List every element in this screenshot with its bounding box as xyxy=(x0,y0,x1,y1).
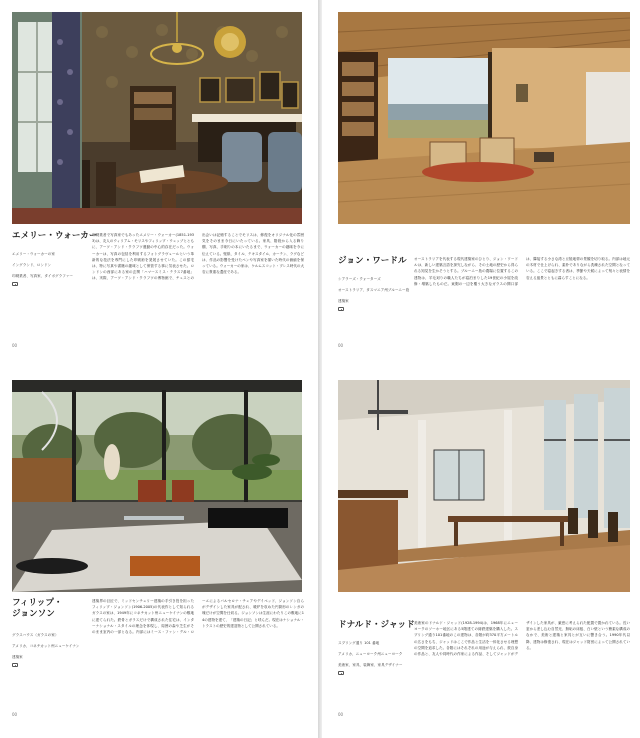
page-number: 00 xyxy=(12,343,18,348)
entry-house-name: スプリング通り 101 番地 xyxy=(338,641,380,645)
entry-title: ドナルド・ジャッド xyxy=(338,620,415,630)
entry-meta xyxy=(12,632,86,669)
photo-emery-walker-interior xyxy=(12,12,302,224)
entry-location: イングランド、ロンドン xyxy=(12,263,52,267)
entry-profession: 美術家、家具、装飾家、家具デザイナー xyxy=(338,663,403,667)
entry-meta xyxy=(12,251,86,288)
entry-title: ジョン・ワードル xyxy=(338,256,407,266)
entry-profession: 建築家 xyxy=(338,299,349,303)
page-number: 00 xyxy=(338,343,344,348)
entry-location: アメリカ、ニューヨーク州ニューヨーク xyxy=(338,652,403,656)
entry-body: オーストラリアを代表する現代建築家のひとり、ジョン・ワードルは、新しい建築言語を探究しながら、その土地の歴史から得られる知見を生かそうとする。ブルーニー島の農場に位置するこの建物は、羊毛刈りの職人たちが寝泊まりした19世紀の小屋を改修・増築したものだ。東側の一辺を覆う大きなガラスの開口部は、隣接する小さな湾と丘陵地帯の景観を切り取る。内部は地元の木材で仕上げられ、素朴でありながら洗練された空間となっている。ここで寝起きする者は、季節や天候によって刻々と表情を変える風景とともに暮らすことになる。 xyxy=(414,257,630,286)
camera-icon xyxy=(338,307,344,311)
page-number: 00 xyxy=(338,712,344,717)
entry-house-name: シアラーズ・クォーターズ xyxy=(338,277,381,281)
entry-title: エメリー・ウォーカー xyxy=(12,231,98,241)
photo-glass-house-interior xyxy=(12,380,302,592)
entry-house-name: エメリー・ウォーカーの家 xyxy=(12,252,55,256)
entry-profession: 建築家 xyxy=(12,655,23,659)
entry-title: フィリップ・ ジョンソン xyxy=(12,598,63,619)
camera-icon xyxy=(12,282,18,286)
entry-meta xyxy=(338,640,410,677)
photo-spring-street-interior xyxy=(338,380,630,592)
left-page xyxy=(0,0,318,738)
entry-location: アメリカ、コネチカット州ニューケイナン xyxy=(12,644,80,648)
page-number: 00 xyxy=(12,712,18,717)
photo-shearers-quarters-interior xyxy=(338,12,630,224)
entry-house-name: グラスハウス〈ガラスの家〉 xyxy=(12,633,59,637)
entry-location: オーストラリア、タスマニア州ブルーニー島 xyxy=(338,288,410,292)
entry-body: 建築界の巨匠で、ミッドセンチュリー建築の手引き役を担ったフィリップ・ジョンソン(1906-2005)の代表作として知られるガラスの家は、1949年にコネチカット州ニューケイナンの敷地に建てられた。鉄骨とガラスだけで構成された住宅は、インターナショナル・スタイルの理念を体現し、周囲の森や芝生がそのまま室内の一部となる。内部にはミース・ファン・デル・ローエによるバルセロナ・チェアやデイベッド、ジョンソン自らがデザインした家具が配され、暖炉を収めた円筒形のレンガの塊だけが空間を仕切る。ジョンソンは生涯にわたりこの敷地に14の建物を建て、「建築の日記」と呼んだ。現在はナショナル・トラストの歴史的建造物として公開されている。 xyxy=(92,599,304,635)
entry-body: 印刷業者で写真家でもあったエメリー・ウォーカー(1851-1933)は、友人のウィリアム・モリスやフィリップ・ウェッブとともに、アーツ・アンド・クラフツ運動の中心的存在だった。ウォーカーは、写真の包括を利用するフォトグラヴュールという革新的な技法を専門にした印刷術を発展させていた。この邸宅は、特に写真や書籍の趣味として保管する事に気表させた。ロンドンの西部にある家の玄関「ハマースミス・テラス7番地」は、実際、アーツ・アンド・クラフツの博物館で、チェスとの出会いは記憶することでモリスは、修復をオリジナル化の雰囲気をそのまま今日にいたっている。家具、階段から入る飾り棚、写真、手刷りの本にいたるまで、ウォーカーの趣味を今に伝えている。壁紙、タイル、テキスタイル、カーテン、ラグなどは、作品の影響を受けたペンや写真家を描いた時代の価値を保っている。ウォーカーの家は、ケルムスコット・プレス時代の大変に貴重な遺産である。 xyxy=(92,233,304,281)
entry-profession: 印刷業者、写真家、タイポグラファー xyxy=(12,274,73,278)
camera-icon xyxy=(12,663,18,667)
entry-body: 美術家のドナルド・ジャッド(1928-1994)は、1968年にニューヨークのソーホー地区にある5階建ての鋳鉄建築を購入した。スプリング通り101番地のこの建物は、各階が約370平方メートルの広さをもち、ジャッドはここで作品と生活を一体化させる理想の空間を追求した。各階にはそれぞれの用途が与えられ、彼自身の作品と、友人や同時代の作家による作品、そしてジャッドがデザインした家具が、厳密に考えられた配置で置かれている。長い窓から差し込む自然光、無垢の床板、白い壁という簡素な構成のなかで、美術と建築と家具とが互いに響き合う。1990年代以降、建物は修復され、現在はジャッド財団によって公開されている。 xyxy=(414,621,630,657)
right-page xyxy=(322,0,640,738)
entry-meta xyxy=(338,276,410,313)
camera-icon xyxy=(338,671,344,675)
